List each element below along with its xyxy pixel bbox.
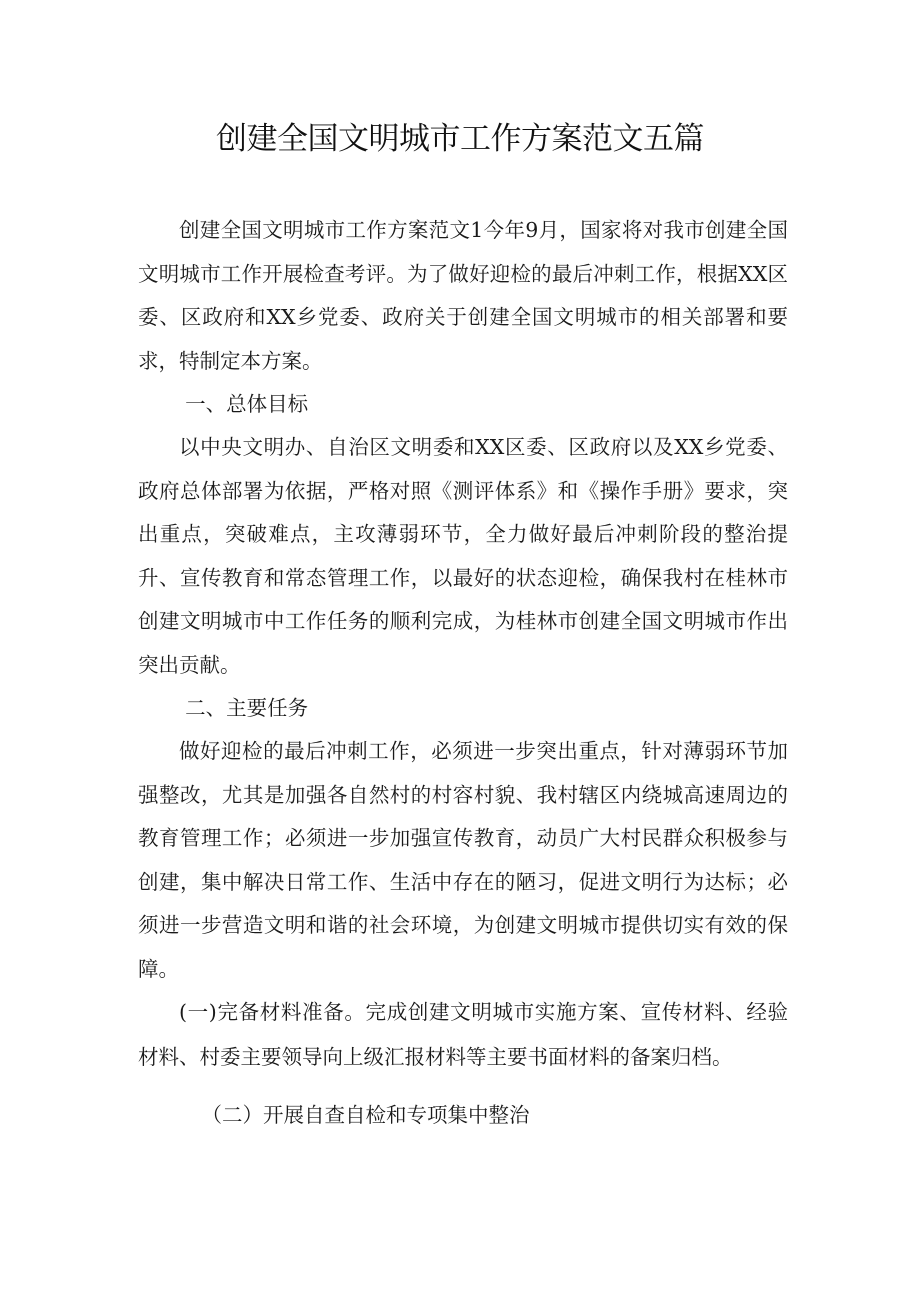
main-tasks-paragraph: 做好迎检的最后冲刺工作，必须进一步突出重点，针对薄弱环节加强整改，尤其是加强各自然村的村容村貌、我村辖区内绕城高速周边的教育管理工作；必须进一步加强宣传教育，动员广大村民群众积极参与创建，集中解决日常工作、生活中存在的陋习，促进文明行为达标；必须进一步营造文明和谐的社会环境，为创建文明城市提供切实有效的保障。 bbox=[138, 739, 788, 981]
subsection-materials-paragraph: (一)完备材料准备。完成创建文明城市实施方案、宣传材料、经验材料、村委主要领导向上级汇报材料等主要书面材料的备案归档。 bbox=[138, 1000, 788, 1069]
section-heading-overall-goal: 一、总体目标 bbox=[185, 392, 309, 416]
document-title: 创建全国文明城市工作方案范文五篇 bbox=[216, 121, 704, 157]
overall-goal-paragraph: 以中央文明办、自治区文明委和XX区委、区政府以及XX乡党委、政府总体部署为依据，严格对照《测评体系》和《操作手册》要求，突出重点，突破难点，主攻薄弱环节，全力做好最后冲刺阶段的整治提升、宣传教育和常态管理工作，以最好的状态迎检，确保我村在桂林市创建文明城市中工作任务的顺利完成，为桂林市创建全国文明城市作出突出贡献。 bbox=[138, 435, 788, 677]
section-heading-main-tasks: 二、主要任务 bbox=[185, 696, 309, 720]
subsection-heading-self-inspection: （二）开展自查自检和专项集中整治 bbox=[201, 1103, 530, 1127]
intro-paragraph: 创建全国文明城市工作方案范文1今年9月，国家将对我市创建全国文明城市工作开展检查考评。为了做好迎检的最后冲刺工作，根据XX区委、区政府和XX乡党委、政府关于创建全国文明城市的相关部署和要求，特制定本方案。 bbox=[138, 218, 788, 373]
